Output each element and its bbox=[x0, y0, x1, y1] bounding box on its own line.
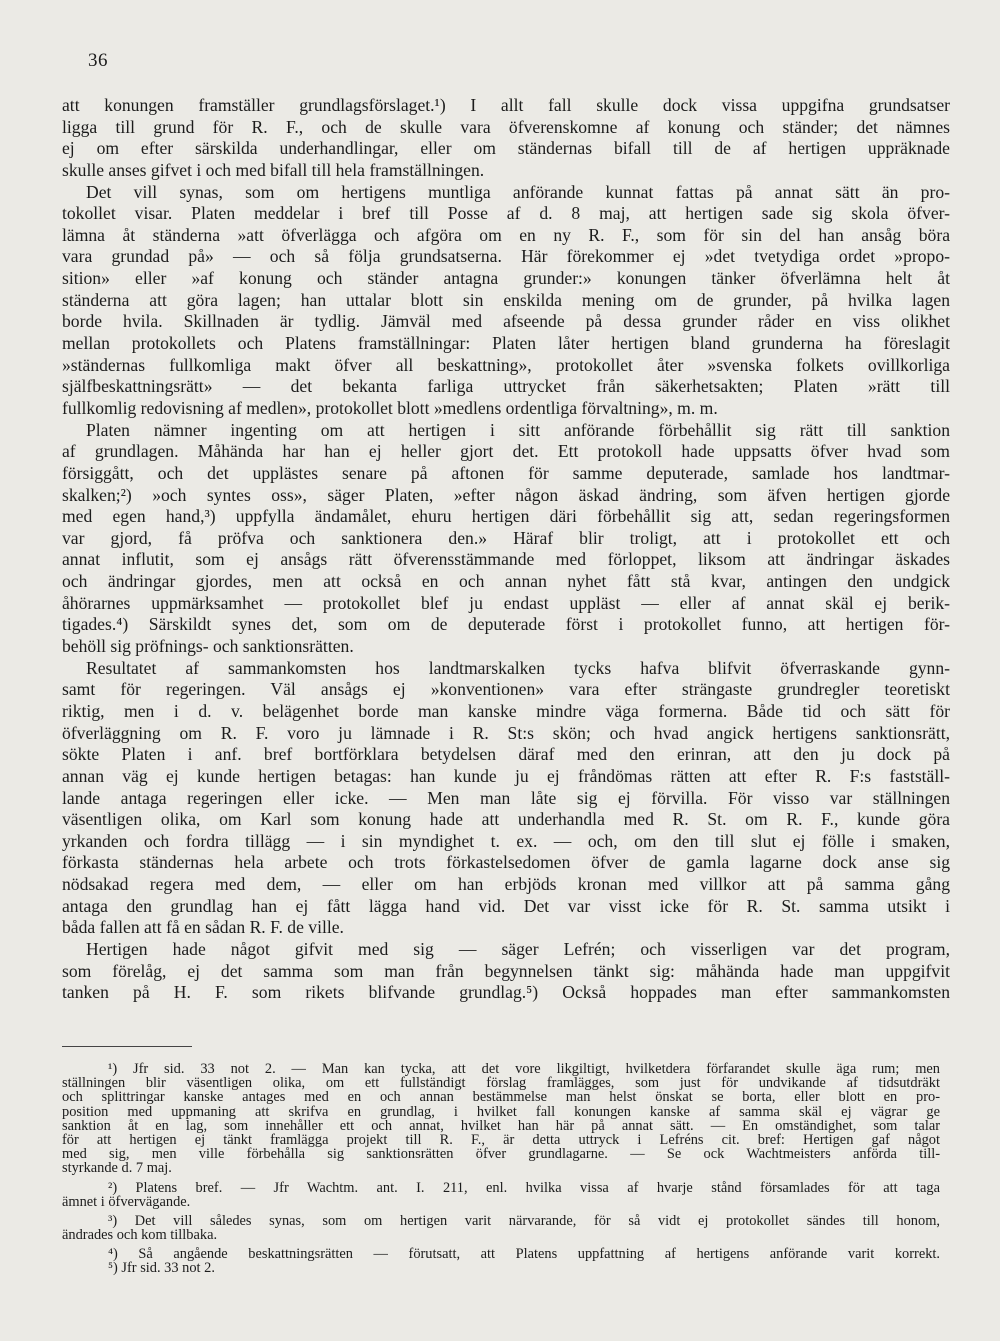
body-text-line: försiggått, och det upplästes senare på aftonen för samme deputerade, samlade hos landtmar- bbox=[62, 462, 950, 483]
body-text-line: lämna åt ständerna »att öfverlägga och afgöra om en ny R. F., som för sin del han ansåg böra bbox=[62, 224, 950, 245]
footnote-line: styrkande d. 7 maj. bbox=[62, 1161, 172, 1176]
footnote-divider bbox=[62, 1046, 192, 1047]
body-text-line: ständerna att göra lagen; han uttalar blott sin enskilda mening om de grunder, på hvilka lagen bbox=[62, 289, 950, 310]
body-text-line: riktig, men i d. v. belägenhet borde man kanske mindre väga formerna. Både tid och sätt för bbox=[62, 700, 950, 721]
body-text-line: och ändringar gjordes, men att också en och annan nyhet fått stå kvar, antingen den undgick bbox=[62, 571, 950, 592]
footnote-line: ställningen blir väsentligen olika, om ett fullständigt förslag framlägges, som just för undvikande af tidsutdräkt bbox=[62, 1076, 940, 1091]
body-text-line: öfverläggning om R. F. voro ju lämnade i R. St:s skön; och hvad angick hertigens sanktionsrätt, bbox=[62, 722, 950, 743]
body-text-line: Hertigen hade något gifvit med sig — säger Lefrén; och visserligen var det program, bbox=[86, 938, 950, 959]
body-text-line: var gjord, få pröfva och sanktionera den.» Häraf blir troligt, att i protokollet ett och bbox=[62, 527, 950, 548]
body-text-line: med egen hand,³) uppfylla ändamålet, ehuru hertigen däri förbehållit sig att, sedan regeringsformen bbox=[62, 506, 950, 527]
body-text bbox=[62, 95, 950, 1004]
body-text-line: antaga den grundlag han ej fått lägga hand vid. Det var visst icke för R. St. samma utsikt i bbox=[62, 895, 950, 916]
footnote-line: ämnet i öfvervägande. bbox=[62, 1194, 191, 1209]
footnote-line: ³) Det vill således synas, som om hertigen varit närvarande, för så vidt ej protokollet sändes till honom, bbox=[108, 1213, 940, 1229]
body-text-line: »ständernas fullkomliga makt öfver all beskattning», protokollet åter »svenska folkets ovillkorliga bbox=[62, 354, 950, 375]
body-text-line: tigades.⁴) Särskildt synes det, som om de deputerade först i protokollet funno, att hertigen för- bbox=[62, 614, 950, 635]
body-text-line: mellan protokollets och Platens framställningar: Platen låter hertigen bland grunderna ha föreslagit bbox=[62, 333, 950, 354]
body-text-line: tanken på H. F. som rikets blifvande grundlag.⁵) Också hoppades man efter sammankomsten bbox=[62, 982, 950, 1003]
body-text-line: sition» eller »af konung och ständer antagna grunder:» konungen tänker öfverlämna helt åt bbox=[62, 268, 950, 289]
body-text-line: förkasta ständernas hela arbete och trots förkastelsedomen öfver de gamla lagarne dock anse sig bbox=[62, 852, 950, 873]
body-text-line: Resultatet af sammankomsten hos landtmarskalken tycks hafva blifvit öfverraskande gynn- bbox=[86, 657, 950, 678]
body-text-line: tokollet visar. Platen meddelar i bref till Posse af d. 8 maj, att hertigen sade sig skola öfver- bbox=[62, 203, 950, 224]
body-text-line: sökte Platen i anf. bref bortförklara betydelsen däraf med den erinran, att den ju dock på bbox=[62, 744, 950, 765]
footnote-line: position med uppmaning att skrifva en grundlag, i hvilket fall konungen kanske af samma skäl ej vägrar ge bbox=[62, 1104, 940, 1119]
footnote-line: ²) Platens bref. — Jfr Wachtm. ant. I. 211, enl. hvilka vissa af hvarje stånd församlades för att taga bbox=[108, 1180, 940, 1195]
footnote-line: ⁴) Så angående beskattningsrätten — förutsatt, att Platens uppfattning af hertigens anförande varit korrekt. bbox=[108, 1247, 940, 1262]
footnote-line: och splittringar kanske antages med en och annan bestämmelse man helst önskat se borta, eller blott en pro- bbox=[62, 1090, 940, 1105]
body-text-line: borde hvila. Skillnaden är tydlig. Jämväl med afseende på dessa grunder råder en viss olikhet bbox=[62, 311, 950, 332]
body-text-line: Det vill synas, som om hertigens muntliga anförande kunnat fattas på annat sätt än pro- bbox=[86, 181, 950, 202]
body-text-line: väsentligen olika, om Karl som konung hade att underhandla med R. St. om R. F., kunde göra bbox=[62, 809, 950, 830]
body-text-line: åhörarnes uppmärksamhet — protokollet blef ju endast uppläst — eller af annat skäl ej berik- bbox=[62, 592, 950, 613]
body-text-line: yrkanden och fordra tillägg — i sin myndighet t. ex. — och, om den till slut ej fölle i smaken, bbox=[62, 830, 950, 851]
body-text-line: lande antaga regeringen eller icke. — Men man låte sig ej förvilla. För visso var ställningen bbox=[62, 787, 950, 808]
footnote-line: sanktion åt en lag, som innehåller ett och annat, hvilket han här på annat sätt. — En omständighet, som talar bbox=[62, 1118, 940, 1133]
body-text-line: Platen nämner ingenting om att hertigen i sitt anförande förbehållit sig rätt till sanktion bbox=[86, 419, 950, 440]
body-text-line: fullkomlig redovisning af medlen», protokollet blott »medlens ordentliga förvaltning», m. m. bbox=[62, 397, 718, 418]
footnote-line: för att hertigen ej tänkt framlägga projekt till R. F., är detta uttryck i Lefréns cit. bref: Hertigen gaf något bbox=[62, 1132, 940, 1148]
body-text-line: behöll sig pröfnings- och sanktionsrätten. bbox=[62, 636, 354, 657]
body-text-line: annat influtit, som ej ansågs rätt öfverensstämmande med förloppet, liksom att ändringar äskades bbox=[62, 549, 950, 570]
body-text-line: att konungen framställer grundlagsförslaget.¹) I allt fall skulle dock vissa uppgifna grundsatser bbox=[62, 95, 950, 115]
body-text-line: skulle anses gifvet i och med bifall till hela framställningen. bbox=[62, 159, 485, 180]
footnote-line: ⁵) Jfr sid. 33 not 2. bbox=[108, 1261, 215, 1276]
page-number: 36 bbox=[88, 50, 108, 71]
body-text-line: själfbeskattningsrätt» — det bekanta farliga uttrycket från säkerhetsakten; Platen »rätt till bbox=[62, 376, 950, 397]
body-text-line: samt för regeringen. Väl ansågs ej »konventionen» vara efter strängaste grundregler teoretiskt bbox=[62, 679, 950, 700]
body-text-line: annan väg ej kunde hertigen betagas: han kunde ju ej fråndömas rätten att efter R. F:s fastställ- bbox=[62, 765, 950, 786]
body-text-line: båda fallen att få en sådan R. F. de ville. bbox=[62, 917, 344, 938]
footnote-line: med sig, men ville förbehålla sig sanktionsrätten öfver grundlagarne. — Se ock Wachtmeisters anförda till- bbox=[62, 1147, 940, 1162]
body-text-line: skalken;²) »och syntes oss», säger Platen, »efter någon äskad ändring, som äfven hertigen gjorde bbox=[62, 484, 950, 505]
body-text-line: som förelåg, ej det samma som man från begynnelsen tänkt sig: måhända hade man uppgifvit bbox=[62, 960, 950, 981]
body-text-line: ej om efter särskilda underhandlingar, eller om ständernas bifall till de af hertigen uppräknade bbox=[62, 138, 950, 159]
footnotes bbox=[62, 1062, 940, 1276]
body-text-line: vara grundad på» — och så följa grundsatserna. Här förekommer ej »det tvetydiga ordet »propo- bbox=[62, 246, 950, 267]
body-text-line: nödsakad regera med dem, — eller om han erbjöds kronan med villkor att på samma gång bbox=[62, 874, 950, 895]
footnote-line: ändrades och kom tillbaka. bbox=[62, 1228, 218, 1243]
body-text-line: af grundlagen. Måhända har han ej heller gjort det. Ett protokoll hade uppsatts öfver hvad som bbox=[62, 441, 950, 462]
body-text-line: ligga till grund för R. F., och de skulle vara öfverenskomne af konung och ständer; det nämnes bbox=[62, 116, 950, 137]
footnote-line: ¹) Jfr sid. 33 not 2. — Man kan tycka, att det vore likgiltigt, hvilketdera förfarandet skulle äga rum; men bbox=[108, 1062, 940, 1077]
